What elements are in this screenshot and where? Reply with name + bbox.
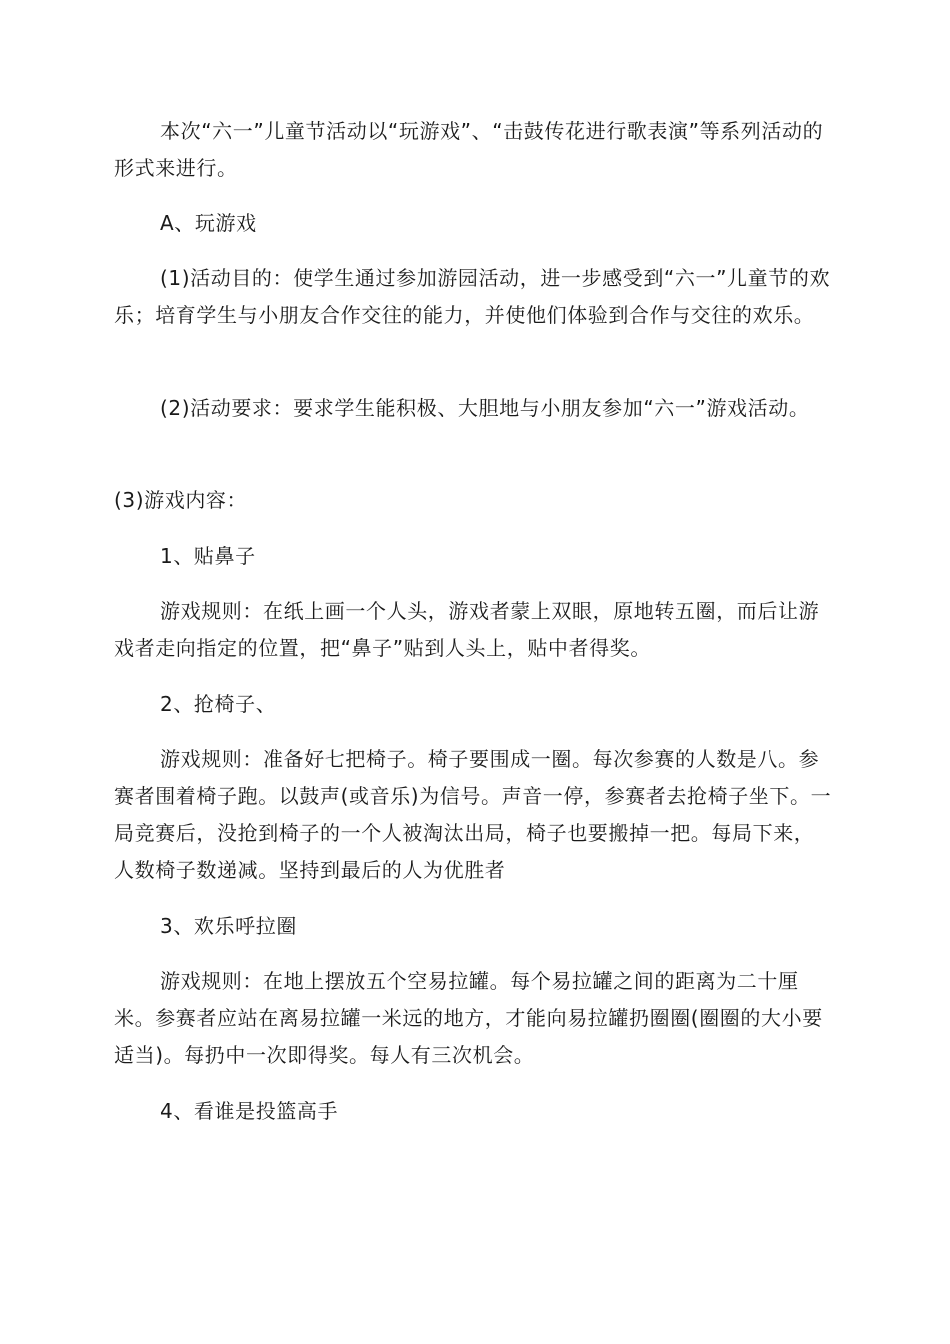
paragraph-activity-requirements: (2)活动要求：要求学生能积极、大胆地与小朋友参加“六一”游戏活动。 xyxy=(160,396,810,420)
heading-game-4: 4、看谁是投篮高手 xyxy=(160,1099,339,1123)
paragraph-game-1-rules: 游戏规则：在纸上画一个人头，游戏者蒙上双眼，原地转五圈，而后让游戏者走向指定的位置，把“鼻子”贴到人头上，贴中者得奖。 xyxy=(114,599,820,660)
paragraph-game-2-rules: 游戏规则：准备好七把椅子。椅子要围成一圈。每次参赛的人数是八。参赛者围着椅子跑。以鼓声(或音乐)为信号。声音一停，参赛者去抢椅子坐下。一局竞赛后，没抢到椅子的一个人被淘汰出局，椅子也要搬掉一把。每局下来，人数椅子数递减。坚持到最后的人为优胜者 xyxy=(114,747,832,882)
heading-game-2: 2、抢椅子、 xyxy=(160,692,277,716)
paragraph-activity-purpose: (1)活动目的：使学生通过参加游园活动，进一步感受到“六一”儿童节的欢乐；培育学生与小朋友合作交往的能力，并使他们体验到合作与交往的欢乐。 xyxy=(114,266,831,327)
heading-game-1: 1、贴鼻子 xyxy=(160,544,256,568)
heading-game-3: 3、欢乐呼拉圈 xyxy=(160,914,297,938)
heading-play-games: A、玩游戏 xyxy=(160,211,257,235)
heading-game-content: (3)游戏内容： xyxy=(114,488,248,512)
paragraph-game-3-rules: 游戏规则：在地上摆放五个空易拉罐。每个易拉罐之间的距离为二十厘米。参赛者应站在离易拉罐一米远的地方，才能向易拉罐扔圈圈(圈圈的大小要适当)。每扔中一次即得奖。每人有三次机会。 xyxy=(114,969,823,1067)
paragraph-intro: 本次“六一”儿童节活动以“玩游戏”、“击鼓传花进行歌表演”等系列活动的形式来进行。 xyxy=(114,119,824,180)
